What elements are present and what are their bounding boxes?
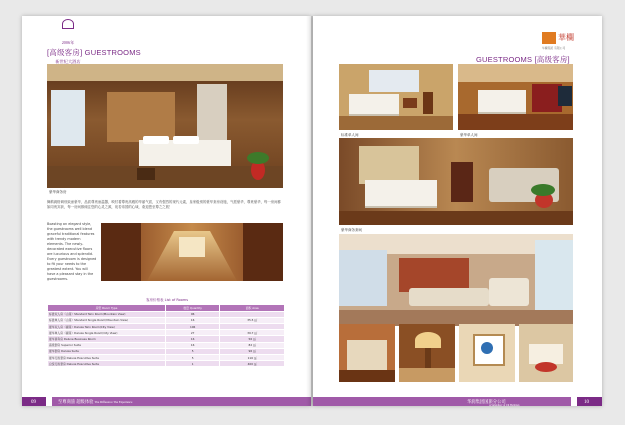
heading-cn: [高级客房] [534, 55, 570, 64]
footer-cn: 华润集团国旅分公司 [467, 399, 506, 404]
photo3-caption: 豪华商务套间 [341, 228, 362, 232]
footer-cn: 至尊商旅 超级体验 [58, 399, 94, 404]
right-footer-band [577, 397, 602, 406]
photo2-caption: 豪华单人间 [460, 133, 478, 137]
col-header-area: 面积 Area [220, 305, 285, 312]
room-area: 39.7 ㎡ [220, 330, 285, 336]
room-qty: 16 [165, 336, 219, 342]
deluxe-business-photo [339, 138, 573, 225]
left-footer-text [58, 399, 132, 405]
heading-cn: [高级客房] [47, 48, 83, 57]
right-page [313, 16, 602, 406]
col-header-qty: 数量 Quantity [165, 305, 219, 312]
table-title [146, 298, 188, 303]
room-type: 总统行政套房 Deluxe Executive Suite [48, 361, 166, 367]
room-type: 豪华商务房 Deluxe Business Room [48, 336, 166, 342]
right-footer-strip [313, 397, 571, 406]
garden-executive-photo [339, 234, 573, 326]
detail-photo-2 [399, 324, 455, 382]
standard-single-photo [339, 64, 453, 130]
room-type: 标准单人房（山景）Standard Single Room(Mountain View) [48, 317, 166, 323]
room-qty: 1 [165, 361, 219, 367]
left-page [22, 16, 311, 406]
deluxe-single-photo [458, 64, 573, 130]
logo-mark-icon [542, 32, 556, 44]
left-heading [47, 47, 141, 58]
main-photo-caption: 豪华商务房 [49, 190, 67, 194]
room-type: 高级套房 Superior Suite [48, 342, 166, 348]
detail-photo-3 [459, 324, 515, 382]
detail-photo-1 [339, 324, 395, 382]
logo-emblem-icon [62, 19, 74, 29]
logo-name: 華欄 [558, 33, 574, 42]
footer-en: The Difference The Experience [94, 400, 133, 404]
heading-en: GUESTROOMS [476, 55, 533, 64]
photo1-caption: 标准单人间 [341, 133, 359, 137]
room-area: 400 ㎡ [220, 361, 285, 367]
room-qty: 96 [165, 311, 219, 317]
right-page-number: 10 [584, 400, 589, 405]
logo-name: 新世纪大酒店 [55, 59, 81, 64]
room-area: 116 ㎡ [220, 354, 285, 360]
room-type: 豪华双人房（湖景）Deluxe Twin Room(City View) [48, 323, 166, 329]
corridor-photo [101, 223, 283, 281]
left-page-number: 09 [31, 400, 36, 405]
room-list-table [47, 304, 285, 367]
room-qty: 16 [165, 342, 219, 348]
room-area: 56 ㎡ [220, 336, 285, 342]
heading-en: GUESTROOMS [84, 48, 141, 57]
room-qty: 106 [165, 323, 219, 329]
chinese-paragraph: 舞鹤阁格调别致而豪华，品质尊贵而温馨，映衬着尊贵高雅的华丽气质，又有强烈的现代元素，皇家级别的豪华套房设施，气派豪华，尊贵豪华，每一房间都如同贵宾套，每一房间都倾注您的心灵之源，宛若帝国的心域，欢迎您至尊之之旅！ [47, 200, 281, 209]
table-row [48, 361, 285, 367]
room-area: 35.5 ㎡ [220, 317, 285, 323]
table-title-en: List of Rooms [164, 298, 189, 302]
room-type: 豪华套房 Deluxe Suite [48, 348, 166, 354]
logo-subtitle: 华欄集团 有限公司 [542, 46, 566, 50]
room-qty: 27 [165, 330, 219, 336]
table-header-row [48, 305, 285, 312]
table-title-cn: 客房价格表 [146, 298, 164, 302]
english-paragraph: Boasting an elegant style, the guestrooms well blend graceful traditional features with trendy modern elements. The newly-decorated executive floors are luxurious and splendid. Every guestroom is designed to fit your needs to the greatest extent. You will have a pleasant stay in the guestrooms. [47, 222, 97, 281]
group-logo [542, 32, 586, 52]
main-room-photo [47, 64, 283, 188]
room-qty: 16 [165, 317, 219, 323]
right-footer-en: A Subsidiary of CR Holdings [489, 404, 520, 406]
col-header-type: 房型 Room Type [48, 305, 166, 312]
detail-photo-4 [519, 324, 573, 382]
room-area: 96 ㎡ [220, 348, 285, 354]
room-area: 82 ㎡ [220, 342, 285, 348]
room-qty: 5 [165, 354, 219, 360]
room-type: 豪华行政套房 Deluxe Executive Suite [48, 354, 166, 360]
logo-year: 2006年 [61, 40, 75, 45]
room-type: 标准双人房（山景）Standard Twin Room(Mountain View) [48, 311, 166, 317]
room-type: 豪华单人房（湖景）Deluxe Single Room(City View) [48, 330, 166, 336]
room-qty: 5 [165, 348, 219, 354]
